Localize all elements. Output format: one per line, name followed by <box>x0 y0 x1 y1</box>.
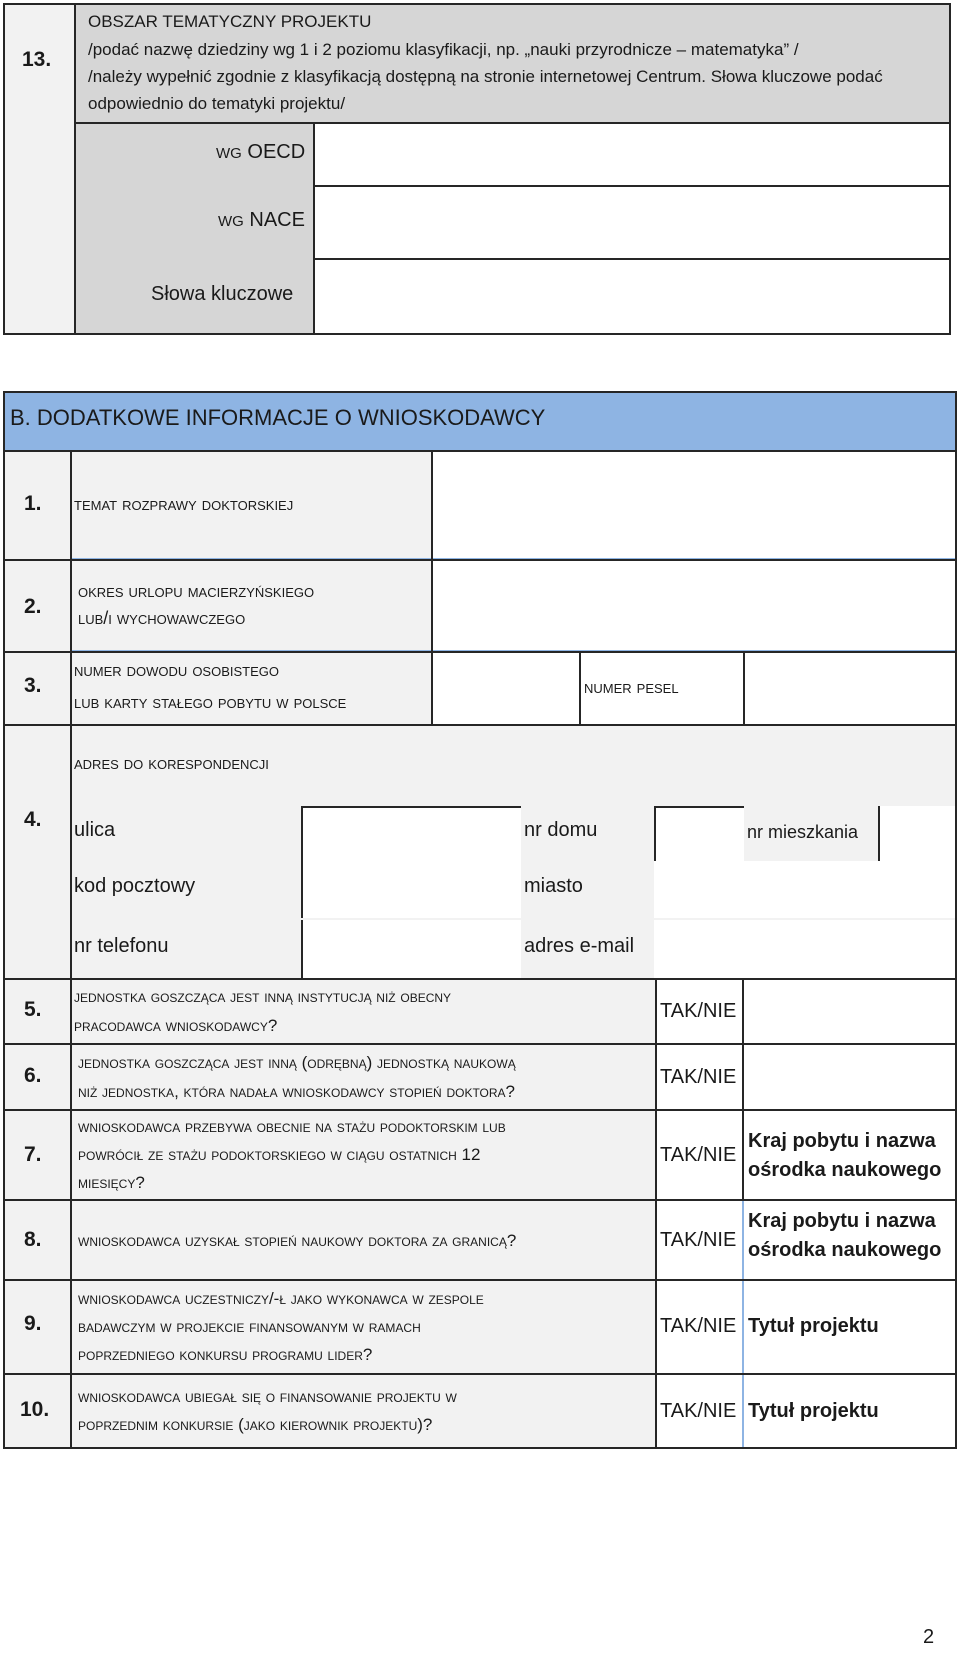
page-number: 2 <box>923 1626 935 1648</box>
address-title: adres do korespondencji <box>74 753 269 773</box>
row-10-label-line-2: poprzednim konkursie (jako kierownik projektu)? <box>78 1415 433 1434</box>
row-5-label-line-2: pracodawca wnioskodawcy? <box>74 1016 278 1035</box>
section-b-title: B. DODATKOWE INFORMACJE O WNIOSKODAWCY <box>10 405 546 430</box>
row-5-number: 5. <box>24 998 42 1021</box>
row-2-number: 2. <box>24 595 42 618</box>
nace-label: WG NACE <box>218 209 305 231</box>
row-7-extra-line-1: Kraj pobytu i nazwa <box>748 1130 936 1152</box>
flat-label: nr mieszkania <box>747 822 859 842</box>
keywords-input[interactable] <box>315 260 949 333</box>
row-10-answer: TAK/NIE <box>660 1400 737 1422</box>
row-5-answer: TAK/NIE <box>660 1000 737 1022</box>
street-label: ulica <box>74 819 116 841</box>
row-2-label-cell <box>72 561 431 650</box>
row-5-label-line-1: jednostka goszcząca jest inną instytucją niż obecny <box>74 987 452 1006</box>
email-input[interactable] <box>654 920 955 978</box>
rows-5-10-label-cells <box>72 980 655 1447</box>
row-3-label-line-1: numer dowodu osobistego <box>74 660 280 680</box>
row-1-number: 1. <box>24 492 42 515</box>
row-3-label-line-2: lub karty stałego pobytu w polsce <box>74 692 347 712</box>
pesel-input[interactable] <box>745 653 955 724</box>
keywords-label: Słowa kluczowe <box>151 283 294 305</box>
row-6-number: 6. <box>24 1064 42 1087</box>
row-9-label-line-1: wnioskodawca uczestniczy/-ł jako wykonawca w zespole <box>78 1289 484 1308</box>
oecd-label: WG OECD <box>216 141 306 163</box>
row-7-number: 7. <box>24 1143 42 1166</box>
row-8-extra-line-2: ośrodka naukowego <box>748 1239 942 1261</box>
row-6-extra-cell <box>744 1045 955 1109</box>
postal-label: kod pocztowy <box>74 875 196 897</box>
flat-input[interactable] <box>878 806 955 861</box>
row-7-extra-line-2: ośrodka naukowego <box>748 1159 942 1181</box>
row-9-label-line-2: badawczym w projekcie finansowanym w ramach <box>78 1317 421 1336</box>
row-8-extra-line-1: Kraj pobytu i nazwa <box>748 1210 936 1232</box>
row-9-number: 9. <box>24 1312 42 1335</box>
row-2-label-line-1: okres urlopu macierzyńskiego <box>78 581 315 601</box>
row-7-extra-cell[interactable] <box>744 1111 955 1199</box>
row-7-answer: TAK/NIE <box>660 1144 737 1166</box>
row-1-label: temat rozprawy doktorskiej <box>74 494 294 514</box>
row-7-label-line-2: powrócił ze stażu podoktorskiego w ciągu ostatnich 12 <box>78 1145 481 1164</box>
row-7-label-line-3: miesięcy? <box>78 1173 145 1192</box>
row-8-answer: TAK/NIE <box>660 1229 737 1251</box>
row-9-extra: Tytuł projektu <box>748 1315 879 1337</box>
row-9-label-line-3: poprzedniego konkursu programu lider? <box>78 1345 373 1364</box>
row-2-input[interactable] <box>433 561 955 650</box>
row-2-label-line-2: lub/i wychowawczego <box>78 608 246 628</box>
house-label: nr domu <box>524 819 598 841</box>
phone-input[interactable] <box>301 920 521 978</box>
row-10-label-line-1: wnioskodawca ubiegał się o finansowanie projektu w <box>78 1387 457 1406</box>
row-6-answer: TAK/NIE <box>660 1066 737 1088</box>
pesel-label: numer pesel <box>584 677 679 697</box>
section-13-line-1: OBSZAR TEMATYCZNY PROJEKTU <box>88 12 372 31</box>
row-3-number: 3. <box>24 674 42 697</box>
phone-label: nr telefonu <box>74 935 169 957</box>
email-label: adres e-mail <box>524 935 635 957</box>
house-input[interactable] <box>654 806 744 861</box>
row-1-input[interactable] <box>433 450 955 558</box>
section-13-line-2: /podać nazwę dziedziny wg 1 i 2 poziomu klasyfikacji, np. „nauki przyrodnicze – matematyka” / <box>88 40 799 59</box>
row-6-label-line-1: jednostka goszcząca jest inną (odrębną) jednostką naukową <box>78 1053 516 1072</box>
row-7-label-line-1: wnioskodawca przebywa obecnie na stażu podoktorskim lub <box>78 1117 506 1136</box>
city-input[interactable] <box>654 861 955 918</box>
street-input[interactable] <box>301 806 521 861</box>
section-13-line-4: odpowiednio do tematyki projektu/ <box>88 94 346 113</box>
row-10-extra: Tytuł projektu <box>748 1400 879 1422</box>
row-8-label-line-1: wnioskodawca uzyskał stopień naukowy doktora za granicą? <box>78 1231 517 1250</box>
row-6-label-line-2: niż jednostka, która nadała wnioskodawcy stopień doktora? <box>78 1082 516 1101</box>
row-10-number: 10. <box>20 1398 50 1421</box>
city-label: miasto <box>524 875 583 897</box>
row-4-number: 4. <box>24 808 42 831</box>
row-5-extra-cell <box>744 980 955 1043</box>
row-8-number: 8. <box>24 1228 42 1251</box>
section-13-line-3: /należy wypełnić zgodnie z klasyfikacją dostępną na stronie internetowej Centrum. Słowa kluczowe podać <box>88 67 883 86</box>
nace-input[interactable] <box>315 187 949 258</box>
section-13-number: 13. <box>22 48 52 71</box>
id-number-input[interactable] <box>433 653 579 724</box>
row-9-answer: TAK/NIE <box>660 1315 737 1337</box>
postal-input[interactable] <box>301 861 521 918</box>
oecd-input[interactable] <box>315 124 949 185</box>
